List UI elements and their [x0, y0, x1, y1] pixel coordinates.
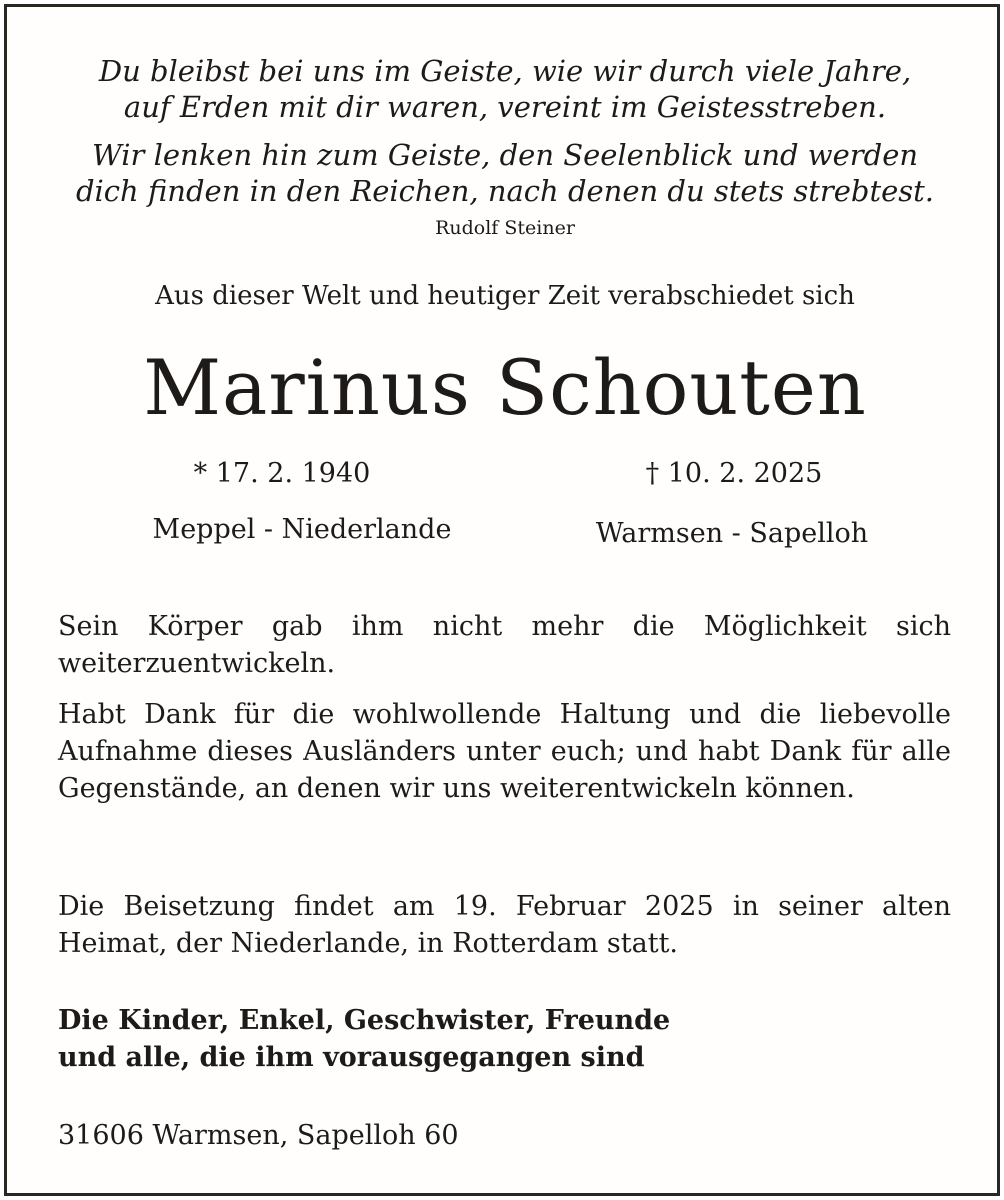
paragraph-thanks: Habt Dank für die wohlwollende Haltung und die liebevolle Aufnahme dieses Ausländers unter euch; und habt Dank für alle Gegenstände, an denen wir uns weiterentwickeln können.	[58, 699, 951, 804]
death-place: Warmsen - Sapelloh	[595, 518, 869, 549]
address: 31606 Warmsen, Sapelloh 60	[58, 1120, 459, 1151]
quote-author: Rudolf Steiner	[435, 217, 575, 239]
paragraph-burial: Die Beisetzung findet am 19. Februar 2025 in seiner alten Heimat, der Niederlande, in Rotterdam statt.	[58, 891, 951, 959]
intro-line: Aus dieser Welt und heutiger Zeit verabschiedet sich	[155, 281, 855, 311]
birth-place: Meppel - Niederlande	[152, 514, 452, 545]
quote-line-2: auf Erden mit dir waren, vereint im Geistesstreben.	[123, 90, 887, 124]
paragraph-body-condition: Sein Körper gab ihm nicht mehr die Möglichkeit sich weiterzuentwickeln.	[58, 611, 951, 679]
signers-line-1: Die Kinder, Enkel, Geschwister, Freunde	[58, 1005, 671, 1036]
birth-date: * 17. 2. 1940	[193, 458, 371, 489]
signers-block	[58, 1002, 951, 1076]
deceased-name: Marinus Schouten	[143, 343, 867, 432]
quote-line-4: dich finden in den Reichen, nach denen du stets strebtest.	[75, 174, 935, 208]
quote-line-1: Du bleibst bei uns im Geiste, wie wir durch viele Jahre,	[98, 54, 912, 88]
quote-block	[7, 53, 1003, 209]
signers-line-2: und alle, die ihm vorausgegangen sind	[58, 1042, 645, 1073]
obituary-notice	[4, 4, 1000, 1196]
quote-line-3: Wir lenken hin zum Geiste, den Seelenblick und werden	[91, 138, 919, 172]
death-date: † 10. 2. 2025	[645, 458, 823, 489]
